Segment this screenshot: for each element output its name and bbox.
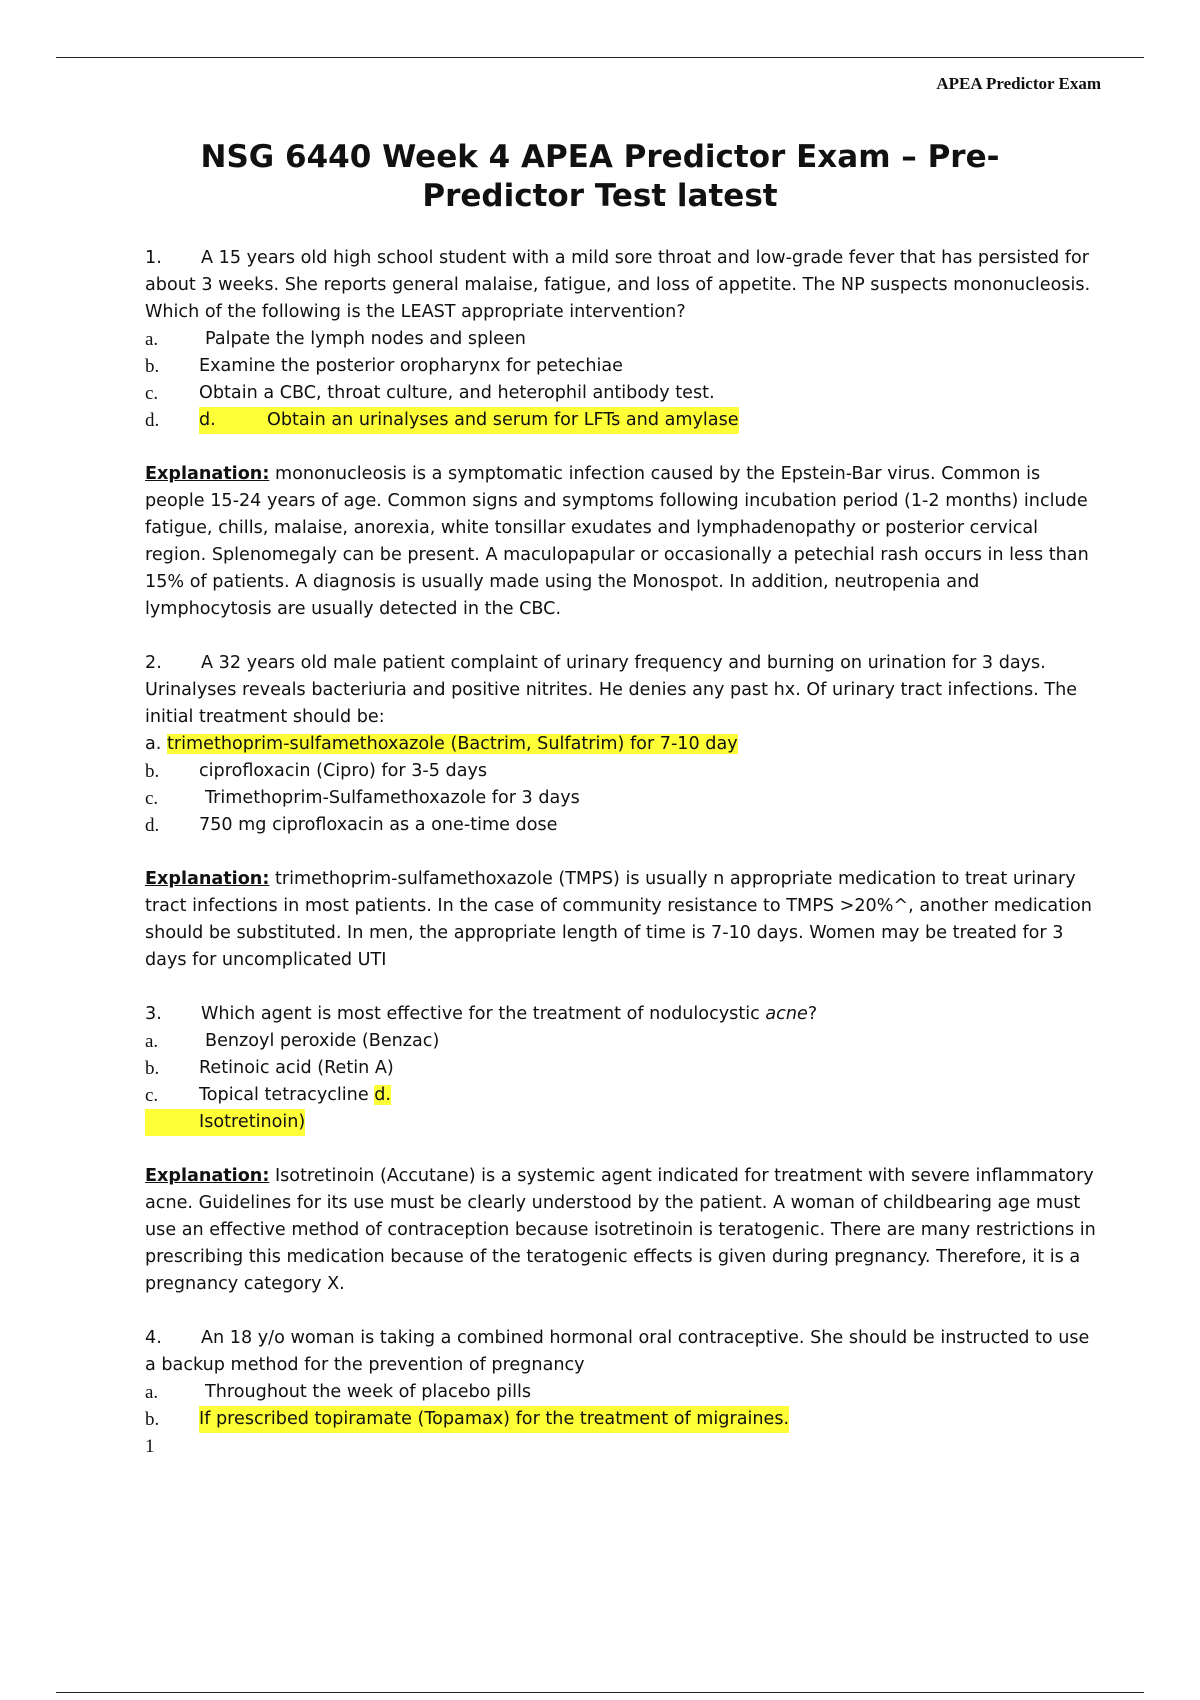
page-number: 1	[145, 1436, 155, 1457]
option-d: d. 750 mg ciprofloxacin as a one-time dose	[145, 815, 558, 836]
option-b: b. Examine the posterior oropharynx for petechiae	[145, 356, 623, 377]
explanation-3: Explanation: Isotretinoin (Accutane) is a systemic agent indicated for treatment with severe inflammatory acne. Guidelines for its use must be clearly understood by the patient. A woman of childbearing age must use an effective method of contraception because isotretinoin is teratogenic. There are many restrictions in prescribing this medication because of the teratogenic effects is given during pregnancy. Therefore, it is a pregnancy category X.	[145, 1166, 1096, 1294]
page-title	[160, 138, 1040, 216]
document-body	[145, 245, 1100, 1460]
option-c: c. Trimethoprim-Sulfamethoxazole for 3 days	[145, 788, 580, 809]
option-b: b. Retinoic acid (Retin A)	[145, 1058, 394, 1079]
question-4	[145, 1325, 1100, 1433]
option-a: a. Benzoyl peroxide (Benzac)	[145, 1031, 440, 1052]
option-b: b. ciprofloxacin (Cipro) for 3-5 days	[145, 761, 488, 782]
question-number: 3.	[145, 1004, 162, 1024]
highlighted-answer: trimethoprim-sulfamethoxazole (Bactrim, Sulfatrim) for 7-10 day	[166, 734, 738, 754]
explanation-2: Explanation: trimethoprim-sulfamethoxazole (TMPS) is usually n appropriate medication to treat urinary tract infections in most patients. In the case of community resistance to TMPS >20%^, another medication should be substituted. In men, the appropriate length of time is 7-10 days. Women may be treated for 3 days for uncomplicated UTI	[145, 869, 1092, 970]
bottom-rule	[56, 1692, 1144, 1693]
question-stem: Which agent is most effective for the treatment of nodulocystic	[201, 1004, 766, 1024]
option-d: d. d. Obtain an urinalyses and serum for LFTs and amylase	[145, 407, 1100, 434]
option-a: a. Palpate the lymph nodes and spleen	[145, 329, 526, 350]
option-d-continuation	[145, 1109, 1100, 1136]
question-3: 3. Which agent is most effective for the treatment of nodulocystic acne? a. Benzoyl peroxide (Benzac) b. Retinoic acid (Retin A) c. Topical tetracycline d. Isotretinoin) Explanation: Isotretinoin (Accutane) is a systemic agent indicated for treatment with severe inflammatory acne. Guidelines for its use must be clearly understood by the patient. A woman of childbearing age must use an effective method of contraception because isotretinoin is teratogenic. There are many restrictions in prescribing this medication because of the teratogenic effects is given during pregnancy. Therefore, it is a pregnancy category X.	[145, 1001, 1100, 1298]
explanation-1: Explanation: mononucleosis is a symptomatic infection caused by the Epstein-Bar virus. Common is people 15-24 years of age. Common signs and symptoms following incubation period (1-2 months) include fatigue, chills, malaise, anorexia, white tonsillar exudates and lymphadenopathy or posterior cervical region. Splenomegaly can be present. A maculopapular or occasionally a petechial rash occurs in less than 15% of patients. A diagnosis is usually made using the Monospot. In addition, neutropenia and lymphocytosis are usually detected in the CBC.	[145, 464, 1089, 619]
question-number: 4.	[145, 1328, 162, 1348]
option-a: a. trimethoprim-sulfamethoxazole (Bactrim, Sulfatrim) for 7-10 day	[145, 734, 738, 754]
title-line-2: Predictor Test latest	[422, 178, 778, 214]
highlighted-answer-letter: d.	[374, 1085, 392, 1105]
question-stem: An 18 y/o woman is taking a combined hormonal oral contraceptive. She should be instructed to use a backup method for the prevention of pregnancy	[145, 1328, 1090, 1375]
question-number: 2.	[145, 653, 162, 673]
highlighted-answer: Isotretinoin)	[199, 1109, 305, 1136]
top-rule	[56, 57, 1144, 58]
option-a: a. Throughout the week of placebo pills	[145, 1382, 532, 1403]
question-2	[145, 650, 1100, 974]
title-line-1: NSG 6440 Week 4 APEA Predictor Exam – Pre-	[200, 139, 1000, 175]
option-c: c. Topical tetracycline d.	[145, 1085, 392, 1106]
question-stem: A 32 years old male patient complaint of urinary frequency and burning on urination for 3 days. Urinalyses reveals bacteriuria and positive nitrites. He denies any past hx. Of urinary tract infections. The initial treatment should be:	[145, 653, 1078, 727]
question-stem: A 15 years old high school student with a mild sore throat and low-grade fever that has persisted for about 3 weeks. She reports general malaise, fatigue, and loss of appetite. The NP suspects mononucleosis. Which of the following is the LEAST appropriate intervention?	[145, 248, 1091, 322]
option-c: c. Obtain a CBC, throat culture, and heterophil antibody test.	[145, 383, 715, 404]
option-b: b. If prescribed topiramate (Topamax) for the treatment of migraines.	[145, 1406, 1100, 1433]
highlighted-answer: If prescribed topiramate (Topamax) for the treatment of migraines.	[199, 1406, 789, 1433]
highlighted-answer: d. Obtain an urinalyses and serum for LFTs and amylase	[199, 407, 739, 434]
question-1	[145, 245, 1100, 623]
header-exam-label: APEA Predictor Exam	[936, 74, 1101, 93]
question-number: 1.	[145, 248, 162, 268]
